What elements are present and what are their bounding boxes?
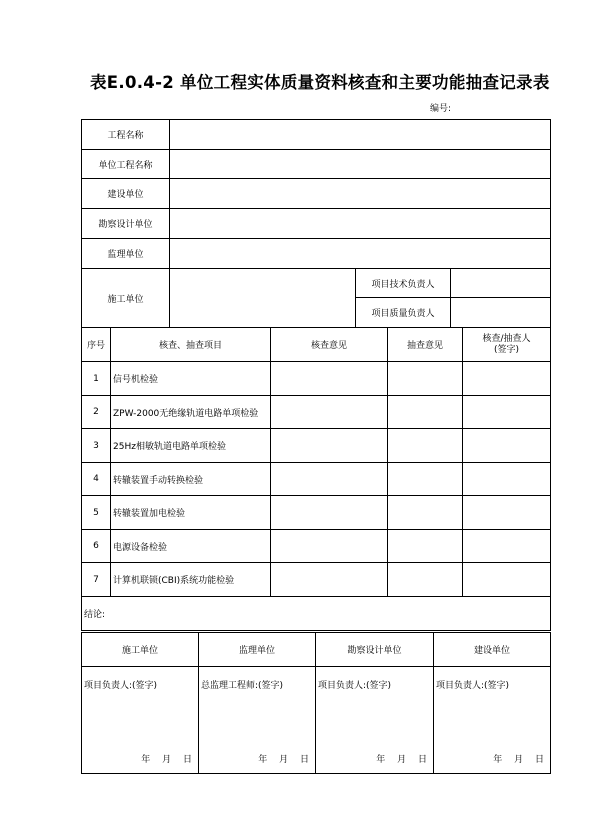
construction-owner-label: 建设单位 xyxy=(82,179,170,209)
survey-design-signature-cell[interactable] xyxy=(316,667,434,774)
signature-date: 年 月 日 xyxy=(258,755,309,765)
row-no: 1 xyxy=(82,362,111,396)
row-item: ZPW-2000无绝缘轨道电路单项检验 xyxy=(111,396,271,429)
construction-owner-field[interactable] xyxy=(170,179,551,209)
check-opinion-cell[interactable] xyxy=(271,563,388,597)
table-row xyxy=(82,496,551,530)
signature-role: 项目负责人:(签字) xyxy=(436,681,510,691)
inspector-cell[interactable] xyxy=(463,362,551,396)
row-no: 3 xyxy=(82,429,111,463)
row-no: 7 xyxy=(82,563,111,597)
row-no: 6 xyxy=(82,530,111,563)
table-row xyxy=(82,362,551,396)
tech-lead-field[interactable] xyxy=(451,269,551,298)
signature-date: 年 月 日 xyxy=(141,755,192,765)
project-name-label: 工程名称 xyxy=(82,120,170,150)
inspector-cell[interactable] xyxy=(463,563,551,597)
row-item: 电源设备检验 xyxy=(111,530,271,563)
check-opinion-cell[interactable] xyxy=(271,530,388,563)
signature-role: 总监理工程师:(签字) xyxy=(201,681,284,691)
signature-role: 项目负责人:(签字) xyxy=(84,681,158,691)
signoff-table xyxy=(81,632,551,774)
row-item: 转辙装置手动转换检验 xyxy=(111,463,271,496)
row-item: 25Hz相敏轨道电路单项检验 xyxy=(111,429,271,463)
sample-opinion-cell[interactable] xyxy=(388,530,463,563)
table-row xyxy=(82,530,551,563)
inspector-cell[interactable] xyxy=(463,429,551,463)
sample-opinion-cell[interactable] xyxy=(388,496,463,530)
inspector-cell[interactable] xyxy=(463,396,551,429)
check-opinion-cell[interactable] xyxy=(271,429,388,463)
construction-owner-unit-header: 建设单位 xyxy=(434,633,551,667)
quality-lead-field[interactable] xyxy=(451,298,551,328)
header-inspector-title: 核查/抽查人 xyxy=(482,333,531,344)
check-opinion-cell[interactable] xyxy=(271,463,388,496)
table-row xyxy=(82,429,551,463)
items-table xyxy=(81,327,551,631)
table-row xyxy=(82,396,551,429)
row-no: 4 xyxy=(82,463,111,496)
conclusion-field[interactable] xyxy=(82,597,551,631)
survey-design-field[interactable] xyxy=(170,209,551,239)
doc-number-label: 编号: xyxy=(430,104,452,114)
table-row xyxy=(82,463,551,496)
header-check-opinion: 核查意见 xyxy=(271,328,388,362)
signature-date: 年 月 日 xyxy=(493,755,544,765)
check-opinion-cell[interactable] xyxy=(271,496,388,530)
row-no: 5 xyxy=(82,496,111,530)
sample-opinion-cell[interactable] xyxy=(388,463,463,496)
contractor-field[interactable] xyxy=(170,269,356,328)
supervision-field[interactable] xyxy=(170,239,551,269)
sample-opinion-cell[interactable] xyxy=(388,396,463,429)
row-item: 转辙装置加电检验 xyxy=(111,496,271,530)
check-opinion-cell[interactable] xyxy=(271,396,388,429)
inspector-cell[interactable] xyxy=(463,530,551,563)
sample-opinion-cell[interactable] xyxy=(388,362,463,396)
conclusion-label: 结论: xyxy=(84,610,106,620)
table-row xyxy=(82,563,551,597)
sample-opinion-cell[interactable] xyxy=(388,563,463,597)
unit-project-name-field[interactable] xyxy=(170,150,551,179)
page-title: 表E.0.4-2 单位工程实体质量资料核查和主要功能抽查记录表 xyxy=(90,73,550,92)
quality-lead-label: 项目质量负责人 xyxy=(356,298,451,328)
header-seq: 序号 xyxy=(82,328,111,362)
supervision-label: 监理单位 xyxy=(82,239,170,269)
header-sample-opinion: 抽查意见 xyxy=(388,328,463,362)
row-no: 2 xyxy=(82,396,111,429)
header-item: 核查、抽查项目 xyxy=(111,328,271,362)
sample-opinion-cell[interactable] xyxy=(388,429,463,463)
contractor-label: 施工单位 xyxy=(82,269,170,328)
info-table xyxy=(81,119,551,328)
check-opinion-cell[interactable] xyxy=(271,362,388,396)
project-name-field[interactable] xyxy=(170,120,551,150)
inspector-cell[interactable] xyxy=(463,463,551,496)
row-item: 计算机联锁(CBI)系统功能检验 xyxy=(111,563,271,597)
survey-design-unit-header: 勘察设计单位 xyxy=(316,633,434,667)
supervision-signature-cell[interactable] xyxy=(199,667,316,774)
survey-design-label: 勘察设计单位 xyxy=(82,209,170,239)
unit-project-name-label: 单位工程名称 xyxy=(82,150,170,179)
inspector-cell[interactable] xyxy=(463,496,551,530)
construction-owner-signature-cell[interactable] xyxy=(434,667,551,774)
contractor-unit-header: 施工单位 xyxy=(82,633,199,667)
header-inspector-sign: (签字) xyxy=(493,344,520,355)
signature-role: 项目负责人:(签字) xyxy=(318,681,392,691)
row-item: 信号机检验 xyxy=(111,362,271,396)
header-inspector xyxy=(463,328,551,362)
supervision-unit-header: 监理单位 xyxy=(199,633,316,667)
tech-lead-label: 项目技术负责人 xyxy=(356,269,451,298)
signature-date: 年 月 日 xyxy=(376,755,427,765)
contractor-signature-cell[interactable] xyxy=(82,667,199,774)
